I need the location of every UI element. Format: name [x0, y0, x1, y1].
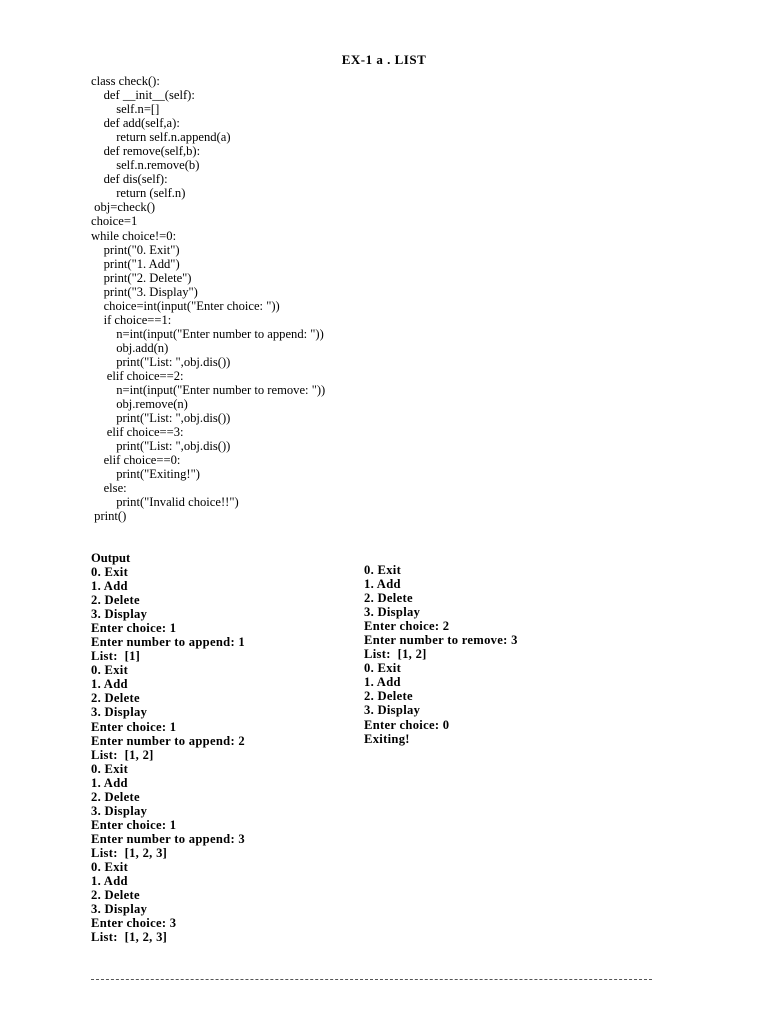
- output-line: Enter choice: 1: [91, 621, 177, 636]
- output-line: 3. Display: [364, 703, 421, 718]
- output-line: 0. Exit: [91, 761, 129, 776]
- output-line: Enter choice: 3: [91, 916, 177, 931]
- code-line: obj.add(n): [91, 340, 169, 355]
- output-line: 0. Exit: [364, 661, 402, 676]
- output-line: 1. Add: [91, 579, 128, 594]
- output-line: Enter choice: 0: [364, 717, 450, 732]
- output-line: 3. Display: [91, 705, 148, 720]
- output-column-left: [91, 565, 245, 944]
- code-line: return self.n.append(a): [91, 130, 231, 145]
- code-line: print("0. Exit"): [91, 242, 180, 257]
- output-line: Exiting!: [364, 731, 410, 746]
- code-line: elif choice==3:: [91, 425, 184, 440]
- output-line: 1. Add: [364, 675, 401, 690]
- output-line: 2. Delete: [364, 591, 413, 606]
- output-line: Enter choice: 1: [91, 817, 177, 832]
- output-line: 0. Exit: [364, 563, 402, 577]
- output-line: Enter number to append: 3: [91, 831, 245, 846]
- code-line: n=int(input("Enter number to remove: ")): [91, 383, 326, 398]
- code-line: n=int(input("Enter number to append: ")): [91, 326, 324, 341]
- output-line: Enter number to append: 2: [91, 733, 245, 748]
- code-line: print("2. Delete"): [91, 270, 192, 285]
- code-line: def add(self,a):: [91, 116, 180, 131]
- code-line: obj.remove(n): [91, 397, 188, 412]
- output-line: List: [1]: [91, 649, 141, 664]
- code-line: choice=int(input("Enter choice: ")): [91, 298, 280, 313]
- output-line: Enter choice: 2: [364, 619, 450, 634]
- output-line: 2. Delete: [364, 689, 413, 704]
- output-line: 1. Add: [364, 577, 401, 592]
- output-line: Enter number to remove: 3: [364, 633, 518, 648]
- footer-divider: [91, 979, 652, 980]
- code-line: elif choice==0:: [91, 453, 181, 468]
- code-line: print("List: ",obj.dis()): [91, 439, 231, 454]
- output-line: List: [1, 2, 3]: [91, 930, 168, 945]
- code-line: print("1. Add"): [91, 256, 180, 271]
- output-line: List: [1, 2, 3]: [91, 845, 168, 860]
- output-line: 2. Delete: [91, 691, 140, 706]
- output-line: 1. Add: [91, 874, 128, 889]
- output-line: 0. Exit: [91, 565, 129, 579]
- output-line: 3. Display: [91, 902, 148, 917]
- code-line: class check():: [91, 74, 160, 88]
- output-line: 3. Display: [91, 607, 148, 622]
- code-line: elif choice==2:: [91, 368, 184, 383]
- code-block: [91, 74, 325, 524]
- output-line: Enter choice: 1: [91, 719, 177, 734]
- output-line: 2. Delete: [91, 789, 140, 804]
- output-line: Enter number to append: 1: [91, 635, 245, 650]
- code-line: print("Exiting!"): [91, 467, 200, 482]
- code-line: if choice==1:: [91, 312, 172, 327]
- output-line: 0. Exit: [91, 859, 129, 874]
- output-line: 3. Display: [91, 803, 148, 818]
- code-line: print("List: ",obj.dis()): [91, 354, 231, 369]
- output-line: 2. Delete: [91, 593, 140, 608]
- output-line: 1. Add: [91, 677, 128, 692]
- output-line: 1. Add: [91, 775, 128, 790]
- code-line: else:: [91, 481, 127, 496]
- output-line: 2. Delete: [91, 888, 140, 903]
- output-column-right: [364, 563, 518, 746]
- output-line: 0. Exit: [91, 663, 129, 678]
- code-line: return (self.n): [91, 186, 186, 201]
- output-line: 3. Display: [364, 605, 421, 620]
- code-line: def __init__(self):: [91, 88, 195, 103]
- code-line: print("List: ",obj.dis()): [91, 411, 231, 426]
- code-line: self.n=[]: [91, 102, 160, 117]
- code-line: def remove(self,b):: [91, 144, 201, 159]
- code-line: self.n.remove(b): [91, 158, 200, 173]
- code-line: def dis(self):: [91, 172, 168, 187]
- code-line: obj=check(): [91, 200, 156, 215]
- code-line: while choice!=0:: [91, 228, 177, 243]
- code-line: print("Invalid choice!!"): [91, 495, 239, 510]
- code-line: print("3. Display"): [91, 284, 198, 299]
- output-line: List: [1, 2]: [91, 747, 154, 762]
- output-heading: Output: [91, 551, 131, 565]
- output-line: List: [1, 2]: [364, 647, 427, 662]
- page-title: EX-1 a . LIST: [341, 52, 427, 67]
- code-line: choice=1: [91, 214, 138, 229]
- code-line: print(): [91, 509, 127, 524]
